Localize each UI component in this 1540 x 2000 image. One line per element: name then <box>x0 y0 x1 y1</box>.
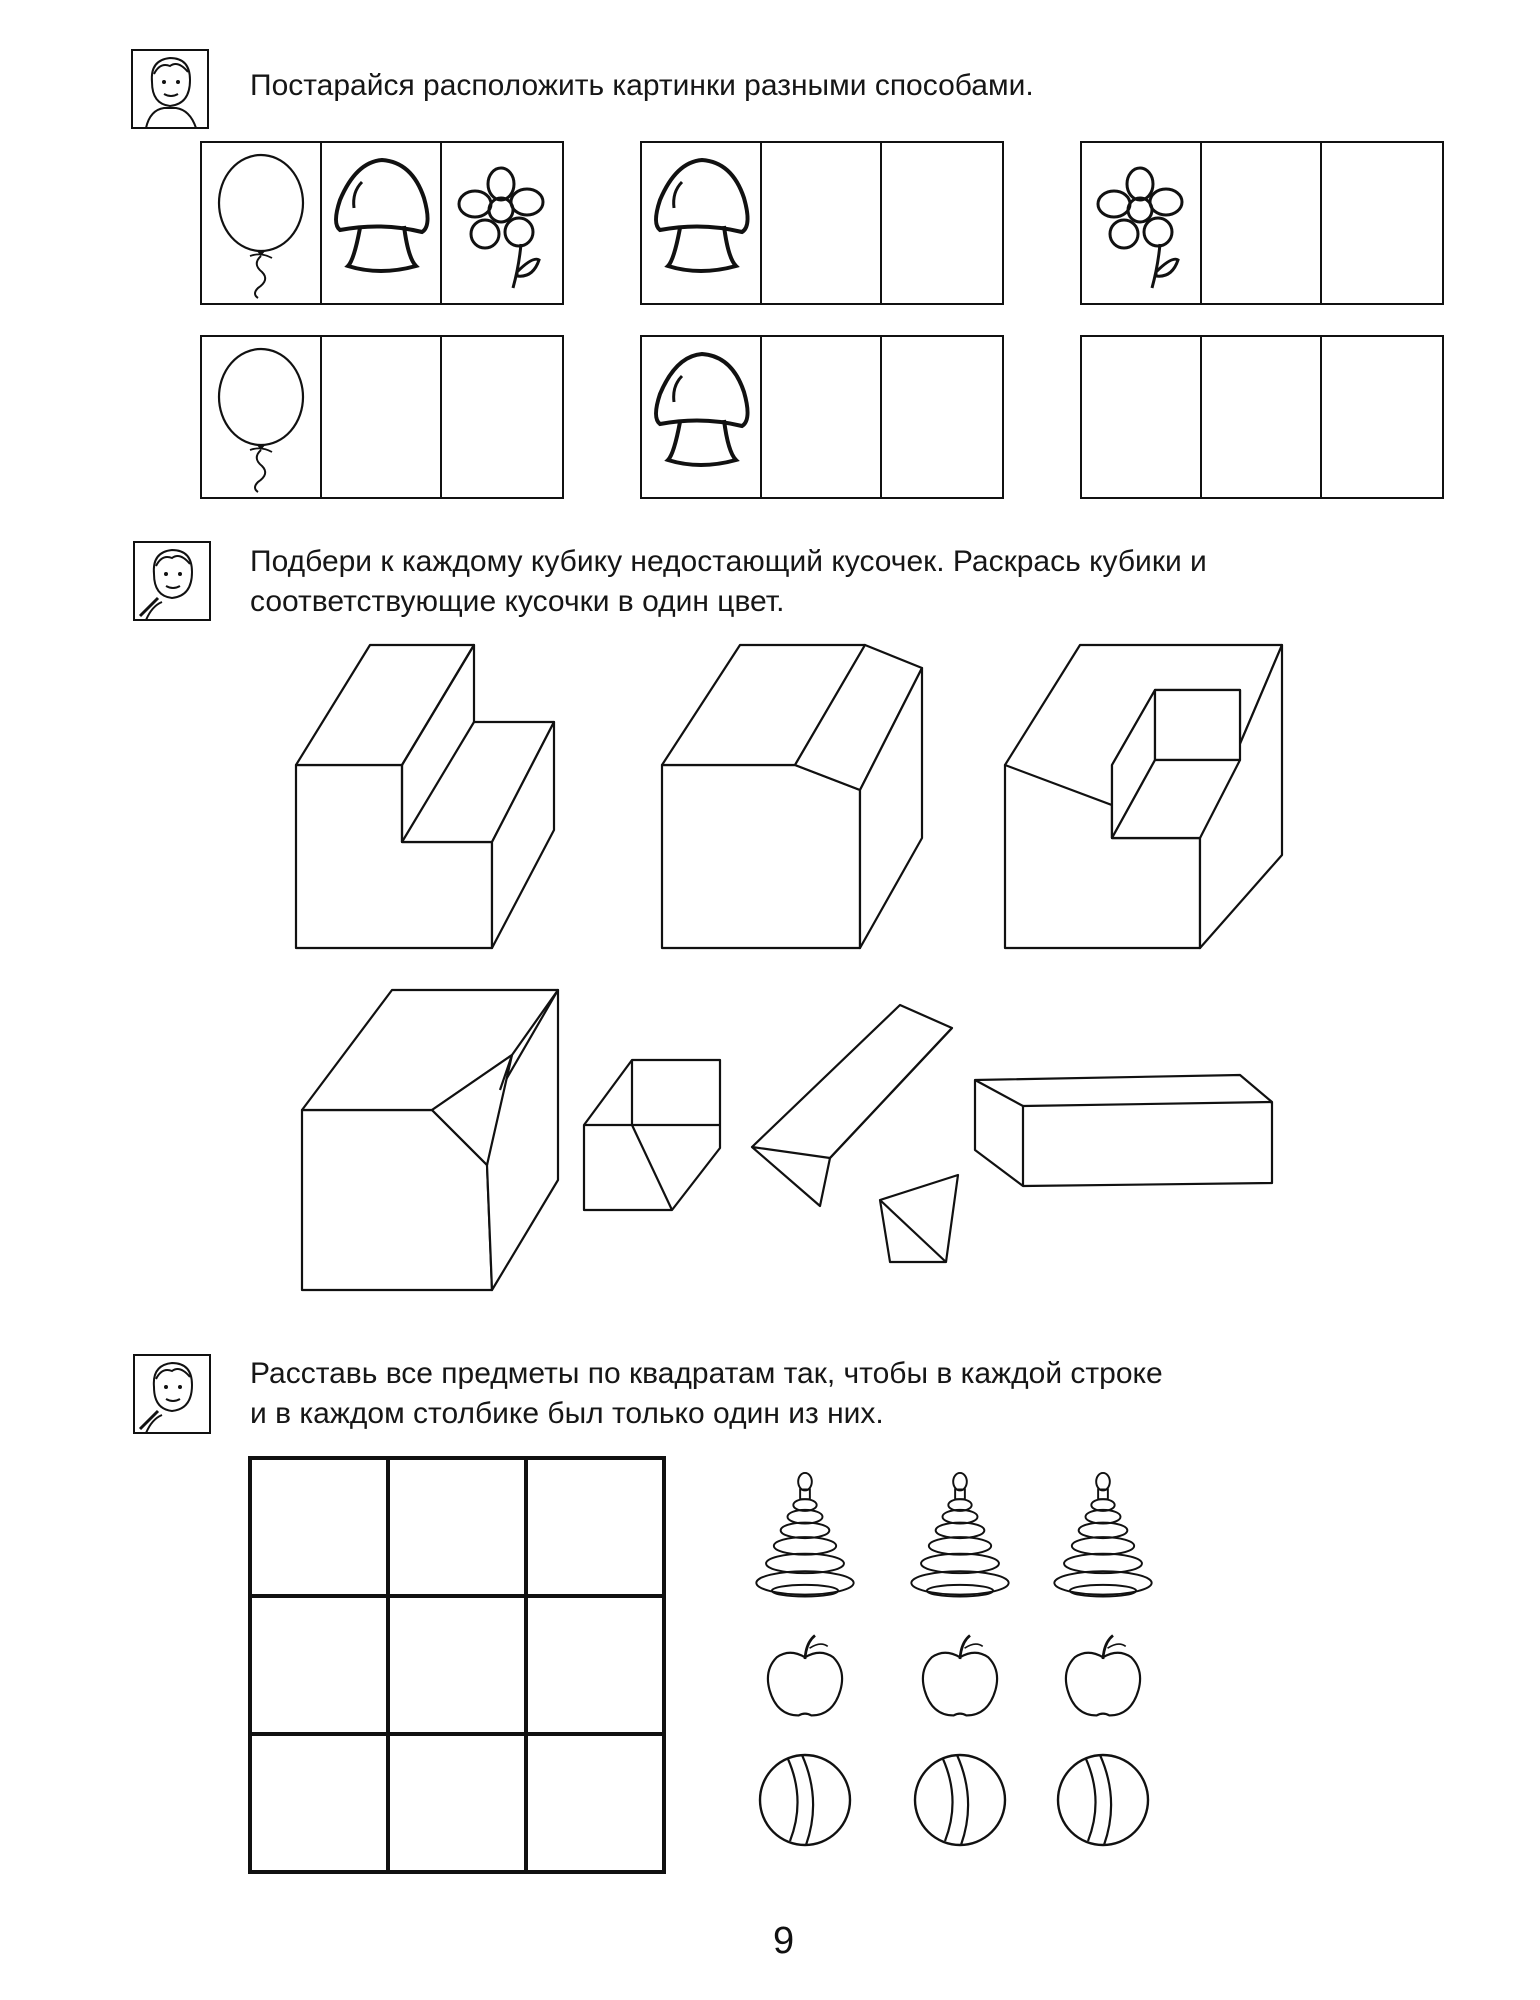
ball-object[interactable] <box>905 1745 1015 1855</box>
child-drawing-icon <box>132 1353 212 1435</box>
page-number: 9 <box>773 1920 795 1962</box>
puzzle-piece-wedge <box>752 1005 952 1206</box>
puzzle-piece-slab <box>975 1075 1272 1186</box>
pyramid-toy-icon <box>750 1470 860 1616</box>
apple-icon <box>905 1630 1015 1730</box>
pyramid-toy-object[interactable] <box>905 1470 1015 1616</box>
ball-icon <box>905 1745 1015 1855</box>
task-3-instruction-line-2: и в каждом столбике был только один из них. <box>250 1397 884 1430</box>
pyramid-toy-icon <box>1048 1470 1158 1616</box>
task-2-instruction-line-2: соответствующие кусочки в один цвет. <box>250 585 785 618</box>
cube-with-chamfered-edge <box>662 645 922 948</box>
apple-icon <box>750 1630 860 1730</box>
cube-with-corner-notch <box>302 990 558 1290</box>
task-3-instruction-line-1: Расставь все предметы по квадратам так, чтобы в каждой строке <box>250 1357 1163 1390</box>
ball-object[interactable] <box>750 1745 860 1855</box>
apple-object[interactable] <box>905 1630 1015 1730</box>
ball-icon <box>1048 1745 1158 1855</box>
apple-icon <box>1048 1630 1158 1730</box>
pyramid-toy-object[interactable] <box>1048 1470 1158 1616</box>
puzzle-piece-prism <box>584 1060 720 1210</box>
task-icon-3 <box>132 1353 212 1435</box>
task-1-instruction: Постарайся расположить картинки разными способами. <box>250 69 1034 102</box>
apple-object[interactable] <box>1048 1630 1158 1730</box>
pyramid-toy-object[interactable] <box>750 1470 860 1616</box>
empty-3x3-grid[interactable] <box>248 1456 666 1874</box>
puzzle-piece-pyramid <box>880 1175 958 1262</box>
pyramid-toy-icon <box>905 1470 1015 1616</box>
ball-object[interactable] <box>1048 1745 1158 1855</box>
task-2-instruction-line-1: Подбери к каждому кубику недостающий кусочек. Раскрась кубики и <box>250 545 1207 578</box>
cube-with-step-cutout <box>296 645 554 948</box>
cube-with-corner-cutout <box>1005 645 1282 948</box>
apple-object[interactable] <box>750 1630 860 1730</box>
ball-icon <box>750 1745 860 1855</box>
